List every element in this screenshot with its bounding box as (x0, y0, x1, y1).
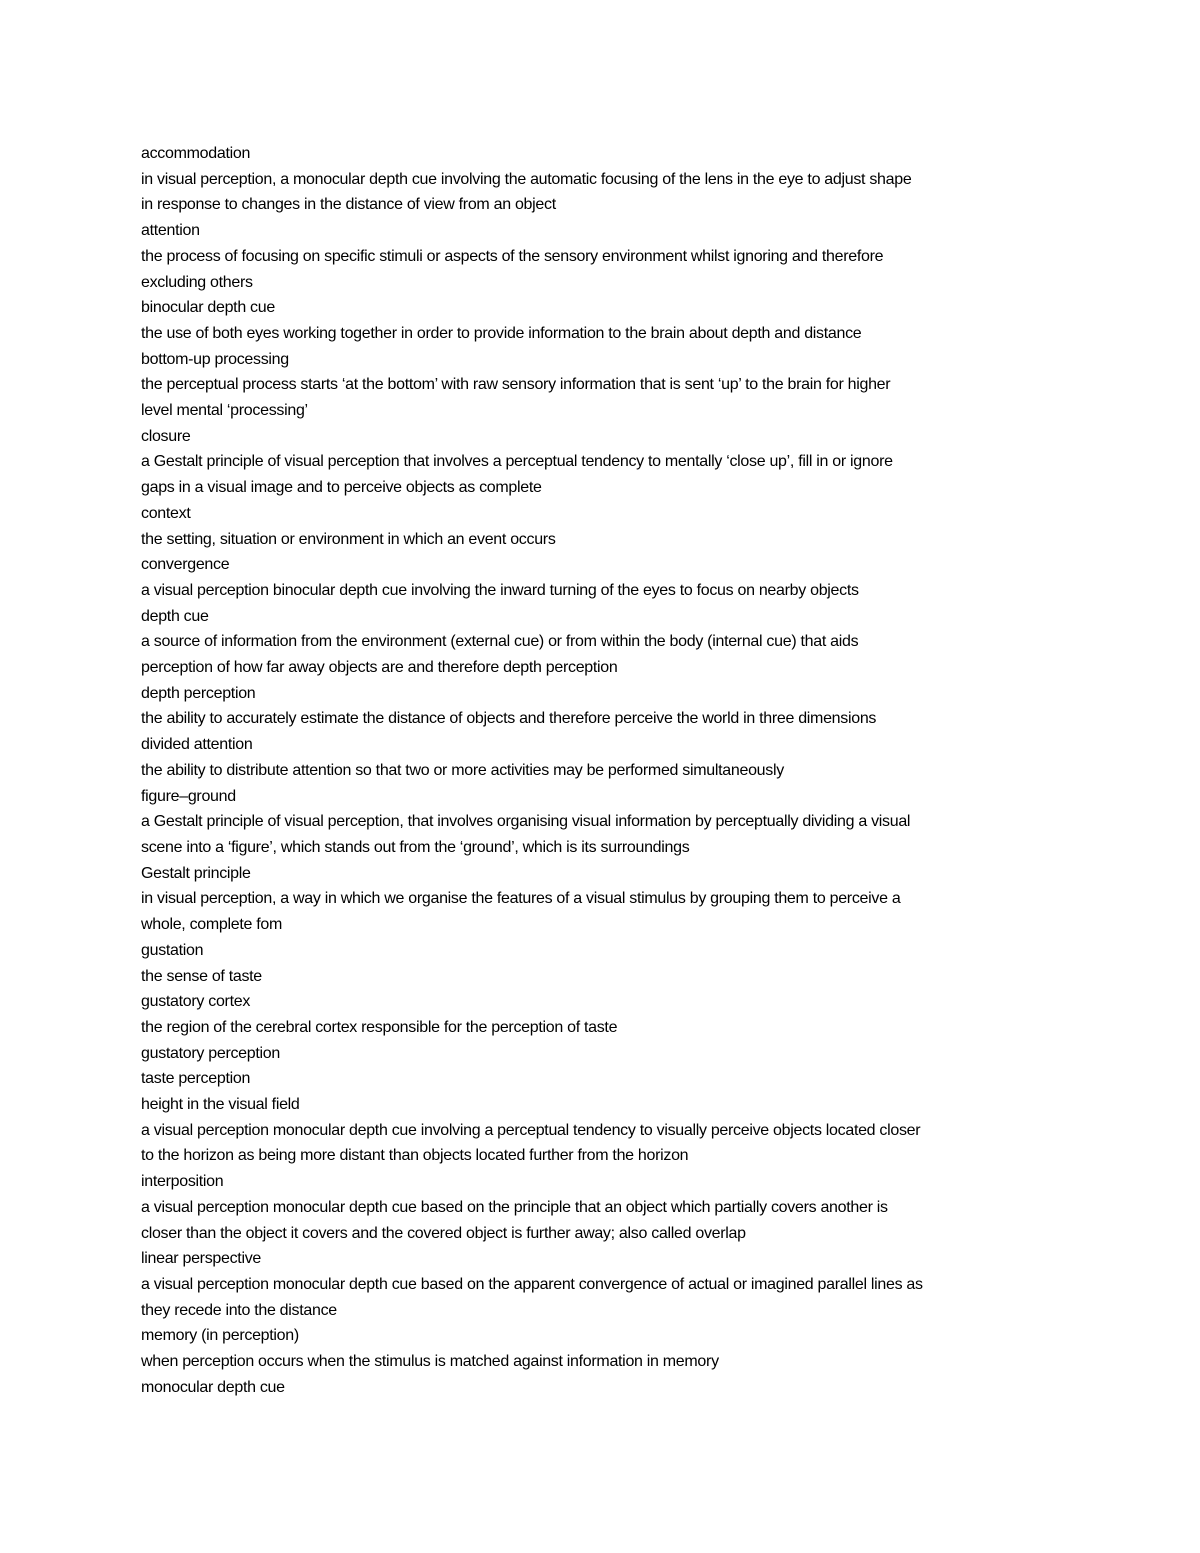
glossary-line: depth perception (141, 684, 256, 702)
glossary-line: gaps in a visual image and to perceive objects as complete (141, 479, 542, 497)
glossary-text (141, 141, 1061, 1400)
glossary-line: interposition (141, 1173, 224, 1191)
glossary-line: gustatory perception (141, 1044, 280, 1062)
glossary-line: context (141, 504, 191, 522)
glossary-line: the ability to distribute attention so that two or more activities may be performed simultaneously (141, 761, 784, 779)
glossary-line: binocular depth cue (141, 299, 275, 317)
glossary-line: the ability to accurately estimate the distance of objects and therefore perceive the world in three dimensions (141, 710, 877, 728)
glossary-line: Gestalt principle (141, 864, 251, 882)
glossary-line: scene into a ‘figure’, which stands out from the ‘ground’, which is its surroundings (141, 838, 690, 856)
glossary-line: in response to changes in the distance of view from an object (141, 196, 556, 214)
glossary-line: the region of the cerebral cortex responsible for the perception of taste (141, 1018, 618, 1036)
glossary-line: a visual perception binocular depth cue involving the inward turning of the eyes to focus on nearby objects (141, 581, 859, 599)
glossary-line: gustatory cortex (141, 993, 251, 1011)
glossary-line: perception of how far away objects are and therefore depth perception (141, 659, 618, 677)
glossary-line: a source of information from the environment (external cue) or from within the body (internal cue) that aids (141, 633, 859, 651)
glossary-line: memory (in perception) (141, 1327, 299, 1345)
glossary-line: monocular depth cue (141, 1378, 285, 1396)
glossary-line: whole, complete fom (141, 916, 283, 934)
glossary-line: accommodation (141, 145, 251, 162)
glossary-line: excluding others (141, 273, 253, 291)
glossary-line: a visual perception monocular depth cue involving a perceptual tendency to visually perceive objects located closer (141, 1121, 921, 1139)
glossary-line: to the horizon as being more distant than objects located further from the horizon (141, 1147, 689, 1165)
glossary-line: linear perspective (141, 1250, 261, 1268)
glossary-line: depth cue (141, 607, 209, 625)
glossary-line: a visual perception monocular depth cue based on the principle that an object which partially covers another is (141, 1198, 888, 1216)
glossary-line: closure (141, 427, 191, 445)
glossary-line: bottom-up processing (141, 350, 289, 368)
glossary-line: they recede into the distance (141, 1301, 337, 1319)
glossary-line: the use of both eyes working together in order to provide information to the brain about depth and distance (141, 324, 862, 342)
glossary-line: the perceptual process starts ‘at the bottom’ with raw sensory information that is sent ‘up’ to the brain for higher (141, 376, 891, 394)
glossary-line: the process of focusing on specific stimuli or aspects of the sensory environment whilst ignoring and therefore (141, 247, 884, 265)
glossary-line: in visual perception, a way in which we organise the features of a visual stimulus by grouping them to perceive a (141, 890, 901, 908)
glossary-line: divided attention (141, 736, 253, 754)
glossary-line: figure–ground (141, 787, 236, 805)
glossary-line: gustation (141, 941, 204, 959)
glossary-line: a Gestalt principle of visual perception, that involves organising visual information by perceptually dividing a visual (141, 813, 911, 831)
glossary-line: closer than the object it covers and the covered object is further away; also called overlap (141, 1224, 746, 1242)
glossary-line: a Gestalt principle of visual perception that involves a perceptual tendency to mentally ‘close up’, fill in or ignore (141, 453, 893, 471)
glossary-line: the setting, situation or environment in which an event occurs (141, 530, 556, 548)
glossary-line: a visual perception monocular depth cue based on the apparent convergence of actual or imagined parallel lines as (141, 1275, 923, 1293)
glossary-line: in visual perception, a monocular depth cue involving the automatic focusing of the lens in the eye to adjust shape (141, 170, 912, 188)
glossary-line: taste perception (141, 1070, 251, 1088)
glossary-line: level mental ‘processing’ (141, 402, 308, 420)
glossary-line: height in the visual field (141, 1096, 300, 1114)
glossary-line: convergence (141, 556, 230, 574)
glossary-line: when perception occurs when the stimulus is matched against information in memory (141, 1353, 719, 1371)
glossary-line: the sense of taste (141, 967, 262, 985)
glossary-line: attention (141, 222, 200, 240)
